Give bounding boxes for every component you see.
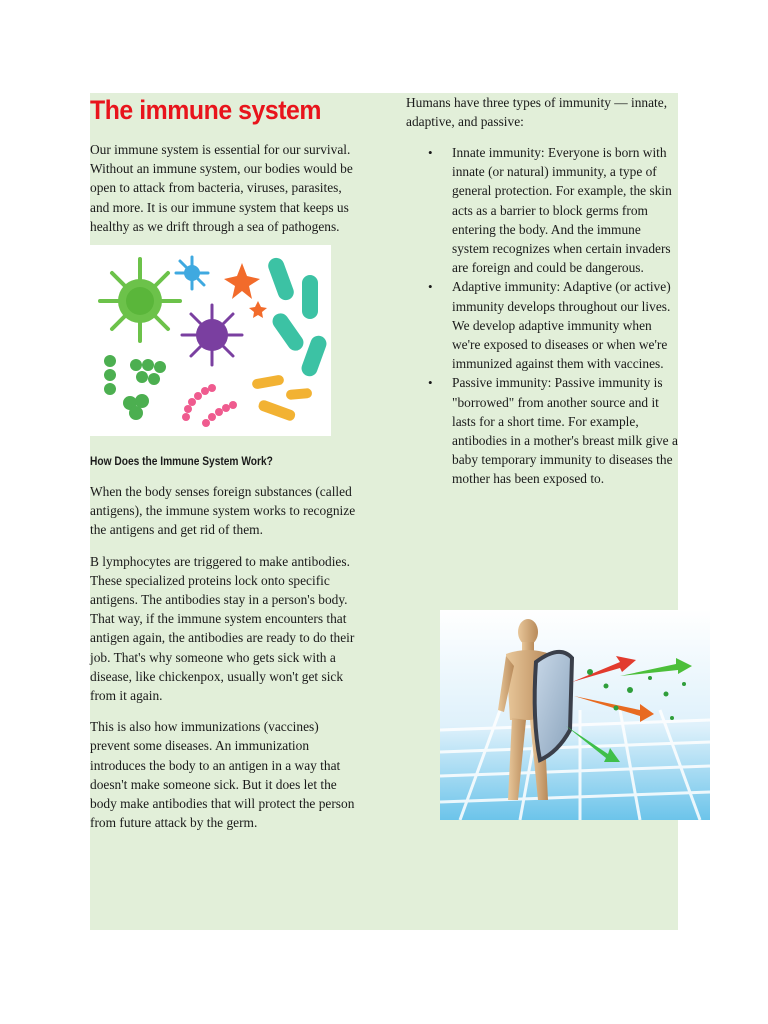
- right-column: [406, 93, 678, 489]
- list-item-text: Passive immunity: Passive immunity is "borrowed" from another source and it lasts for a short time. For example, antibodies in a mother's breast milk give a baby temporary immunity to diseases the mother has been exposed to.: [452, 375, 678, 487]
- paragraph-b-lymphocytes: B lymphocytes are triggered to make antibodies. These specialized proteins lock onto specific antigens. The antibodies stay in a person's body. That way, if the immune system encounters that antigen again, the antibodies are ready to do their job. That's why someone who gets sick with a disease, like chickenpox, usually won't get sick from it again.: [90, 553, 355, 704]
- list-item-adaptive: [406, 277, 678, 373]
- intro-paragraph: Our immune system is essential for our survival. Without an immune system, our bodies would be open to attack from bacteria, viruses, parasites, and more. It is our immune system that keeps us healthy as we drift through a sea of pathogens.: [90, 142, 353, 234]
- page-title: The immune system: [90, 95, 322, 125]
- immunity-types-list: [406, 143, 678, 489]
- immunity-types-intro: Humans have three types of immunity — innate, adaptive, and passive:: [406, 95, 668, 129]
- left-column: [90, 93, 360, 832]
- list-item-passive: [406, 373, 678, 488]
- germs-illustration: [90, 245, 331, 436]
- list-item-innate: [406, 143, 678, 277]
- list-item-text: Adaptive immunity: Adaptive (or active) immunity develops throughout our lives. We develop adaptive immunity when we're exposed to diseases or when we're immunized against them with vaccines.: [452, 279, 671, 372]
- section-heading: How Does the Immune System Work?: [90, 454, 273, 469]
- immune-shield-illustration: [440, 610, 710, 820]
- paragraph-immunizations: This is also how immunizations (vaccines) prevent some diseases. An immunization introduces the body to an antigen in a way that doesn't make someone sick. But it does let the body make antibodies that will protect the person from future attack by the germ.: [90, 719, 355, 831]
- bullet-icon: •: [428, 375, 433, 391]
- bullet-icon: •: [428, 279, 433, 295]
- paragraph-antigens: When the body senses foreign substances (called antigens), the immune system works to recognize the antigens and get rid of them.: [90, 484, 356, 538]
- bullet-icon: •: [428, 145, 433, 160]
- list-item-text: Innate immunity: Everyone is born with innate (or natural) immunity, a type of general protection. For example, the skin acts as a barrier to block germs from entering the body. And the immune system recognizes when certain invaders are foreign and could be dangerous.: [452, 145, 672, 276]
